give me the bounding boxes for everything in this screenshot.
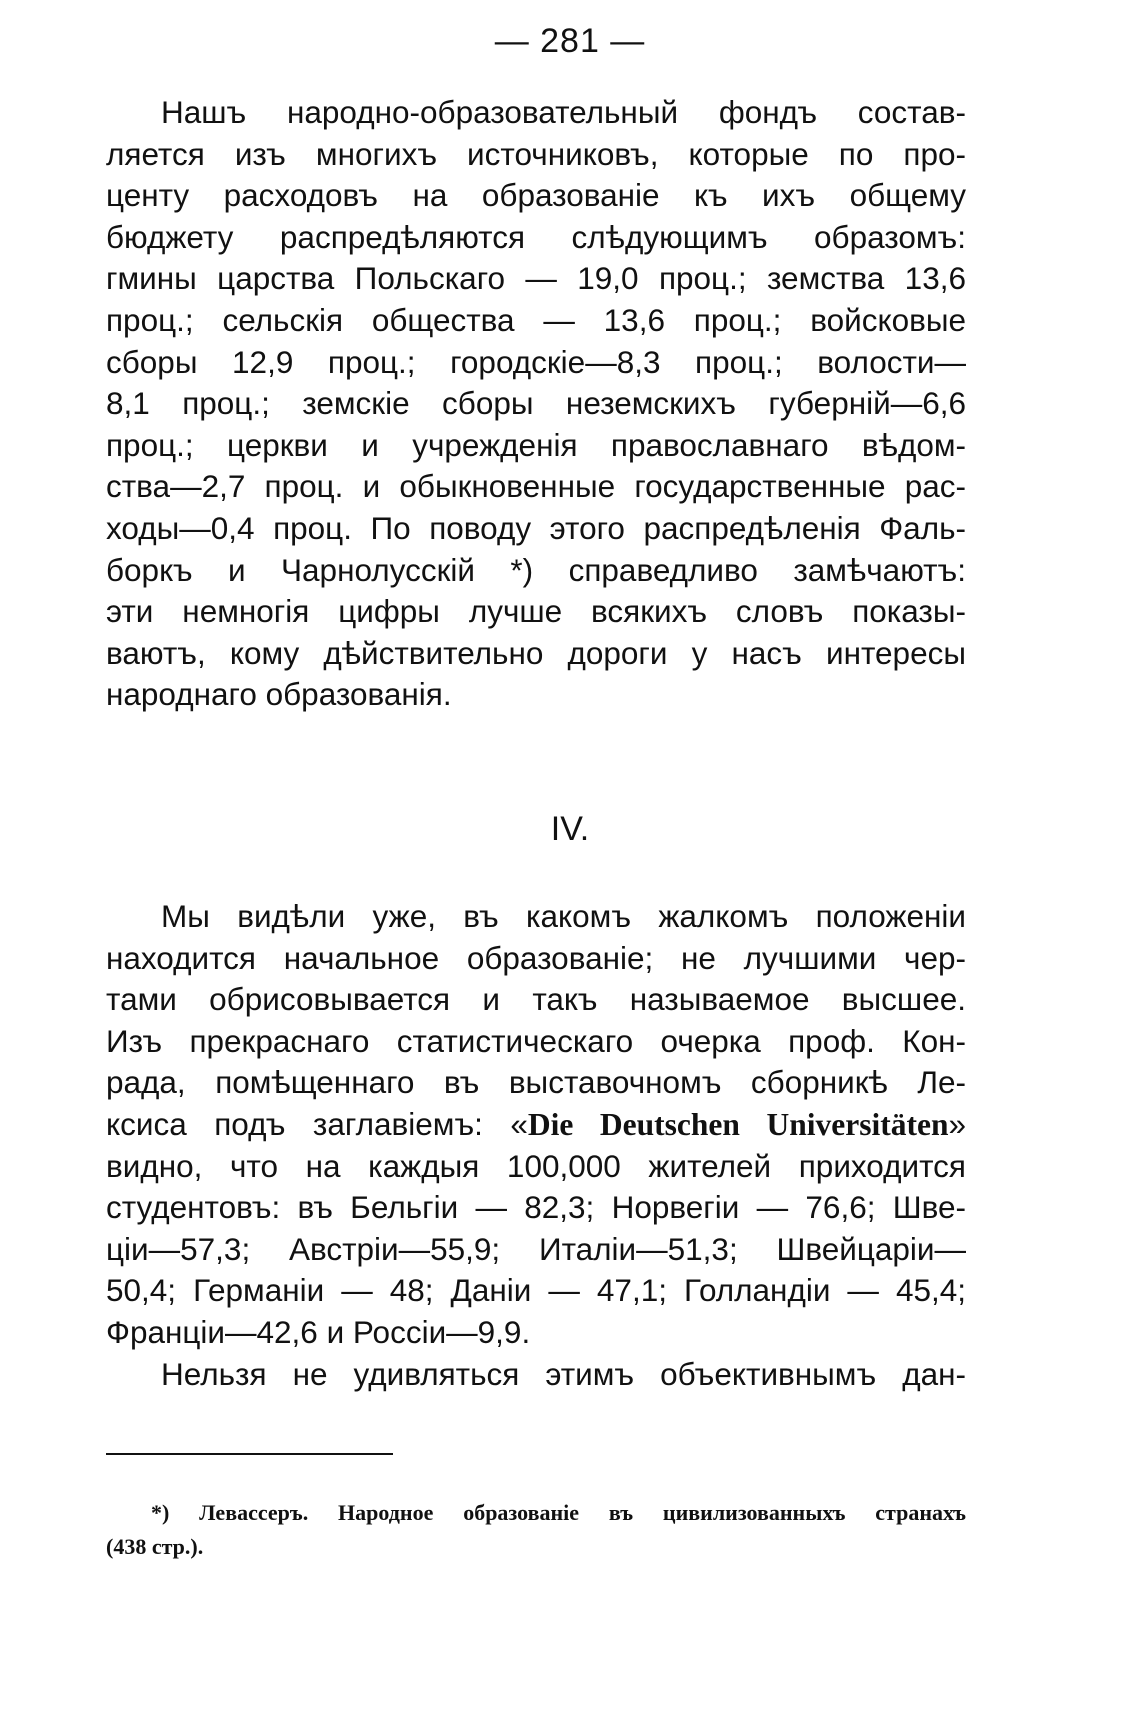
text-line: проц.; церкви и учрежденія православнаго вѣдом-: [106, 426, 966, 463]
paragraph-3: [106, 1354, 966, 1396]
text-line: рада, помѣщеннаго въ выставочномъ сборникѣ Ле-: [106, 1064, 966, 1101]
footnote: [106, 1496, 966, 1564]
text-line: ваютъ, кому дѣйствительно дороги у насъ интересы: [106, 634, 966, 671]
text-line: боркъ и Чарнолусскій *) справедливо замѣчаютъ:: [106, 551, 966, 588]
text-line: 8,1 проц.; земскіе сборы неземскихъ губерній—6,6: [106, 385, 966, 422]
text-line: видно, что на каждыя 100,000 жителей приходится: [106, 1147, 966, 1184]
text-fragment: ксиса подъ заглавіемъ: «: [106, 1105, 528, 1142]
text-fragment: »: [948, 1105, 966, 1142]
text-line: народнаго образованія.: [106, 676, 452, 713]
text-line-with-title: [106, 1104, 966, 1146]
text-line: бюджету распредѣляются слѣдующимъ образомъ:: [106, 218, 966, 255]
text-line: Мы видѣли уже, въ какомъ жалкомъ положеніи: [161, 898, 966, 934]
text-line: центу расходовъ на образованіе къ ихъ общему: [106, 177, 966, 214]
text-line: Нашъ народно-образовательный фондъ состав-: [161, 94, 966, 130]
footnote-divider: [106, 1453, 393, 1455]
text-line: эти немногія цифры лучше всякихъ словъ показы-: [106, 593, 966, 630]
text-line: ціи—57,3; Австріи—55,9; Италіи—51,3; Швейцаріи—: [106, 1230, 966, 1267]
page-number: — 281 —: [494, 22, 646, 60]
text-line: проц.; сельскія общества — 13,6 проц.; войсковые: [106, 301, 966, 338]
footnote-line: (438 стр.).: [106, 1534, 204, 1559]
text-line: ства—2,7 проц. и обыкновенные государственные рас-: [106, 468, 966, 505]
text-line: ляется изъ многихъ источниковъ, которые по про-: [106, 135, 966, 172]
text-line: студентовъ: въ Бельгіи — 82,3; Норвегіи — 76,6; Шве-: [106, 1189, 966, 1226]
footnote-line: *) Левассеръ. Народное образованіе въ цивилизованныхъ странахъ: [151, 1500, 966, 1525]
text-line: сборы 12,9 проц.; городскіе—8,3 проц.; волости—: [106, 343, 966, 380]
text-line: Нельзя не удивляться этимъ объективнымъ дан-: [161, 1356, 966, 1392]
text-line: тами обрисовывается и такъ называемое высшее.: [106, 981, 966, 1018]
paragraph-1: [106, 92, 966, 716]
book-title: Die Deutschen Universitäten: [527, 1106, 949, 1142]
paragraph-2: [106, 896, 966, 1354]
text-line: ходы—0,4 проц. По поводу этого распредѣленія Фаль-: [106, 509, 966, 546]
text-line: 50,4; Германіи — 48; Даніи — 47,1; Голландіи — 45,4;: [106, 1272, 966, 1309]
text-line: гмины царства Польскаго — 19,0 проц.; земства 13,6: [106, 260, 966, 297]
text-line: находится начальное образованіе; не лучшими чер-: [106, 939, 966, 976]
text-line: Франціи—42,6 и Россіи—9,9.: [106, 1313, 531, 1350]
section-heading: IV.: [550, 810, 590, 848]
text-line: Изъ прекраснаго статистическаго очерка проф. Кон-: [106, 1022, 966, 1059]
